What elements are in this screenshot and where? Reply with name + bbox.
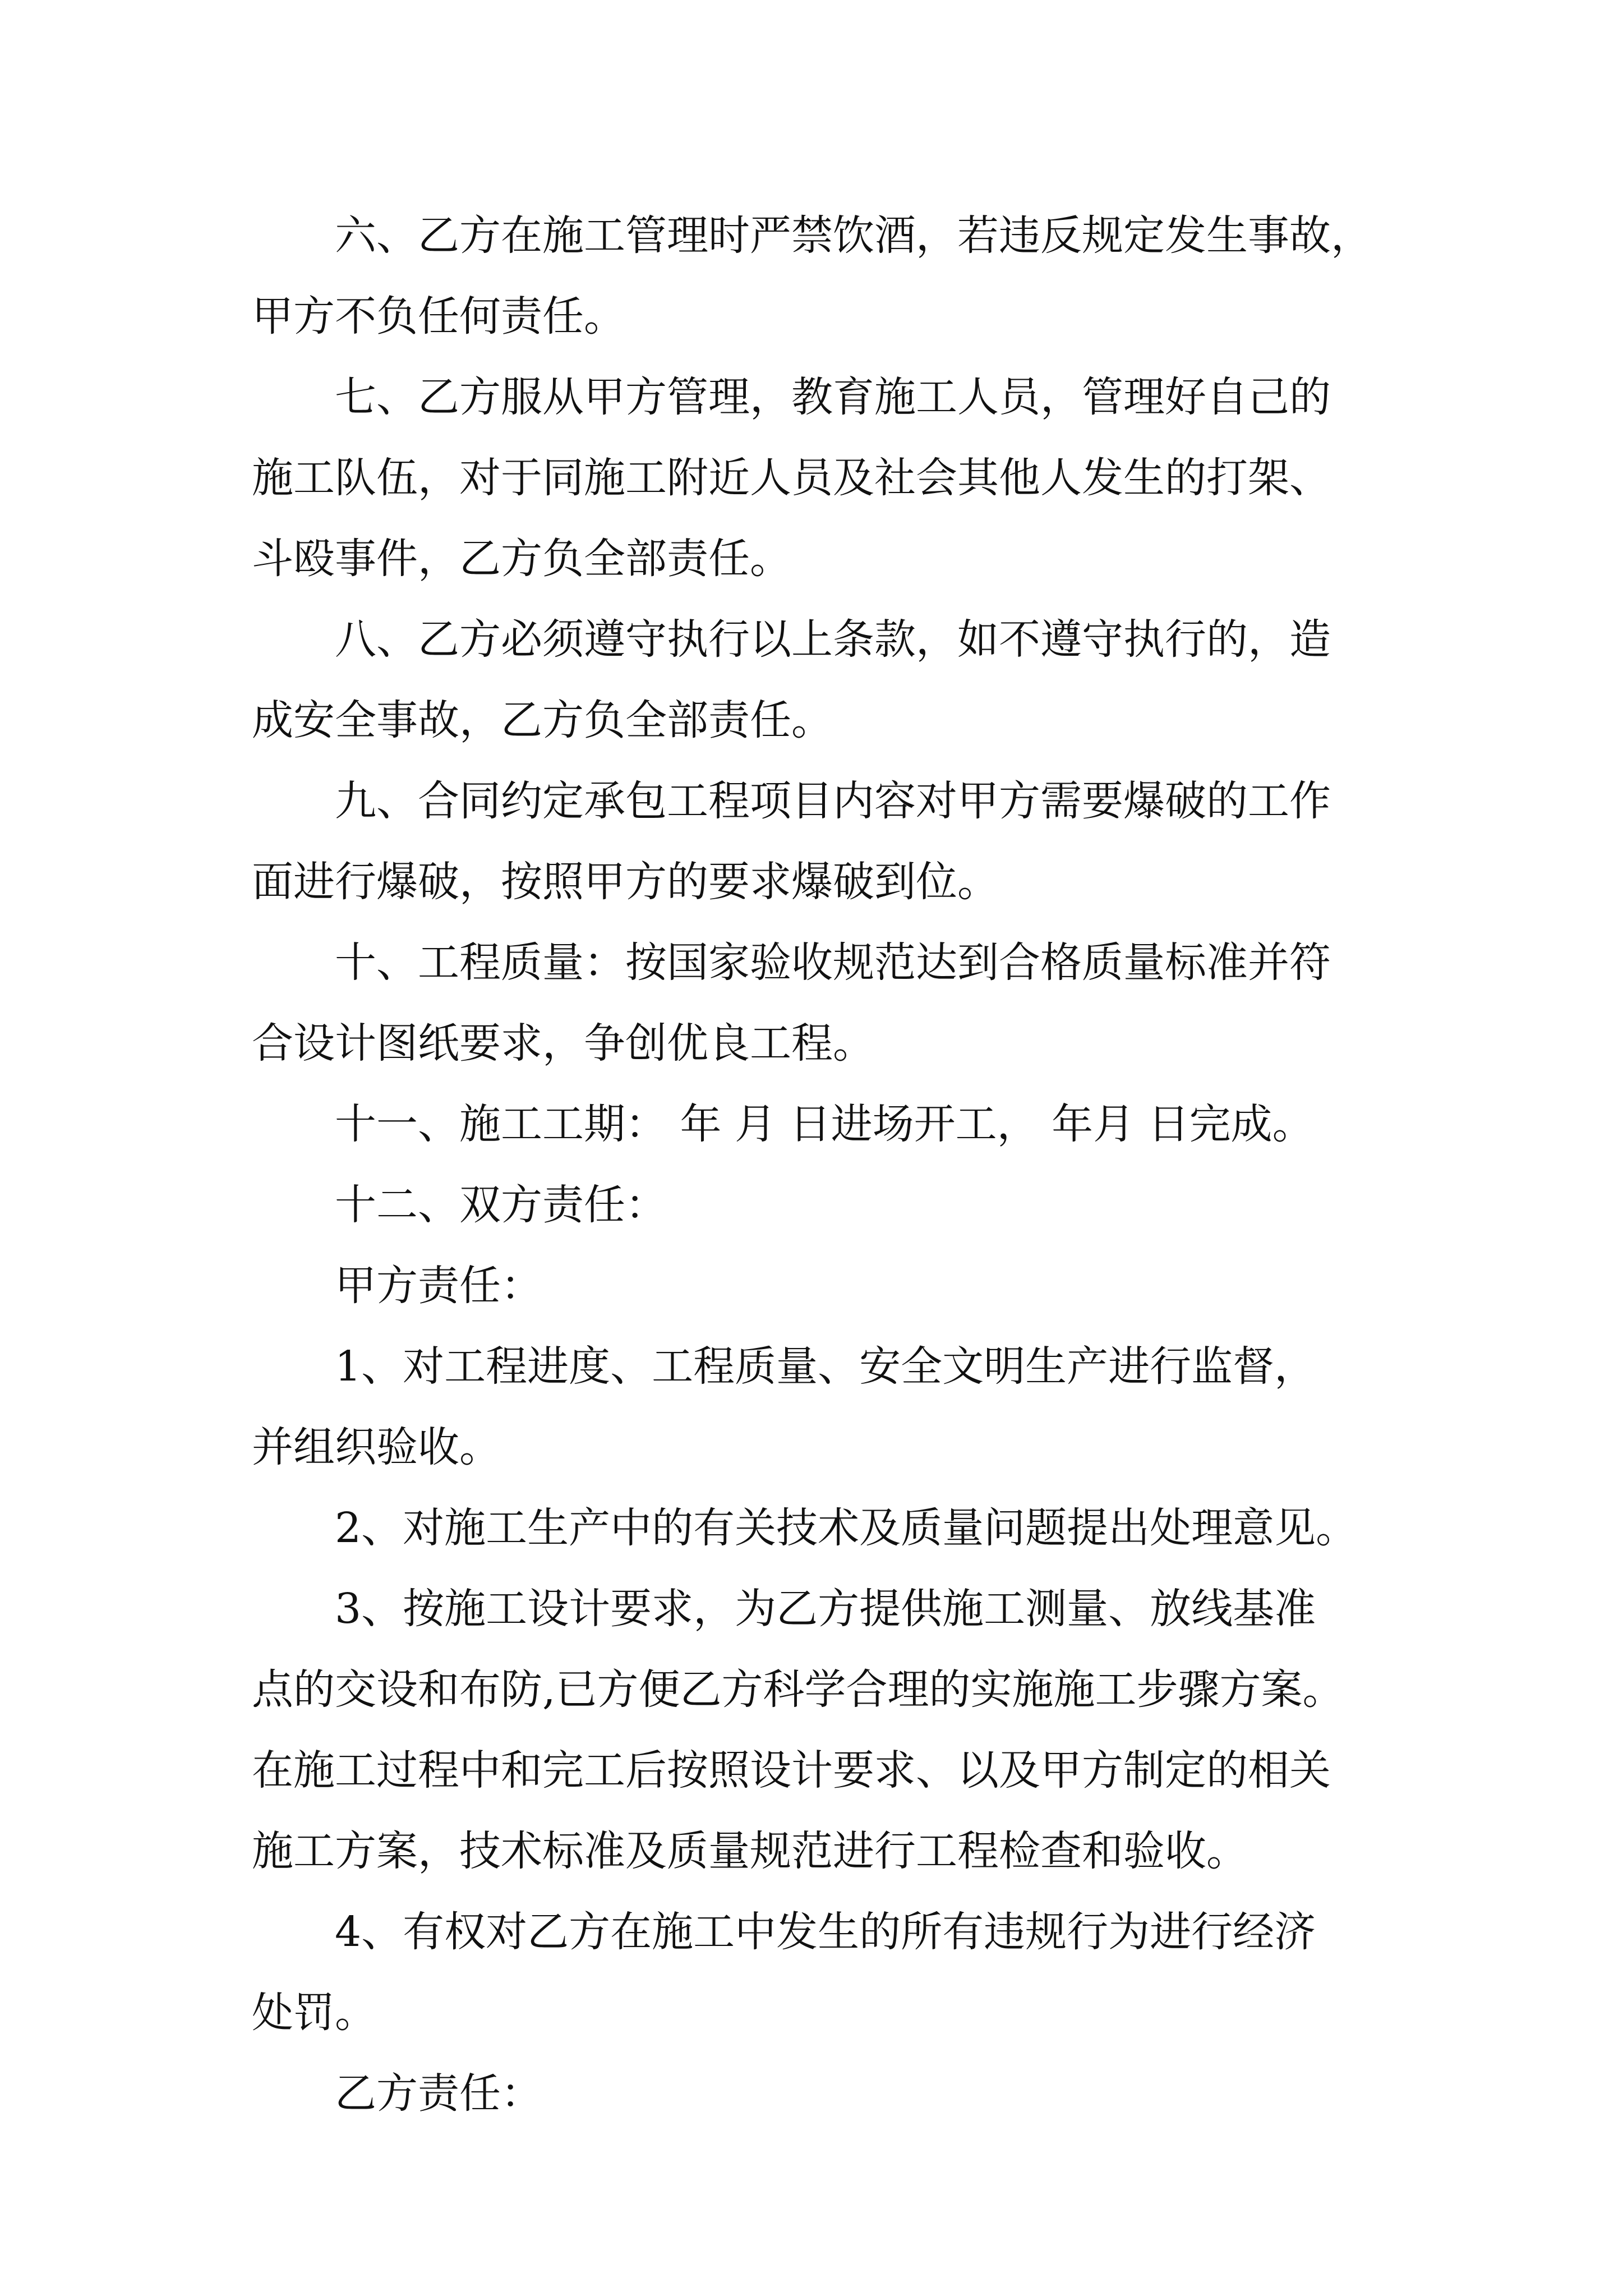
text-line: 面进行爆破，按照甲方的要求爆破到位。 — [252, 858, 999, 906]
text-line: 斗殴事件，乙方负全部责任。 — [252, 535, 791, 583]
text-line: 处罚。 — [252, 1989, 376, 2037]
text-line: 1、对工程进度、工程质量、安全文明生产进行监督， — [335, 1342, 1316, 1391]
text-line: 3、按施工设计要求，为乙方提供施工测量、放线基准 — [335, 1585, 1316, 1633]
party-b-heading — [252, 2053, 1390, 2134]
text-line: 点的交设和布防,已方便乙方科学合理的实施施工步骤方案。 — [252, 1665, 1344, 1714]
clause-11 — [252, 1084, 1390, 1165]
clause-9 — [252, 761, 1390, 922]
text-line: 并组织验收。 — [252, 1423, 501, 1471]
text-line: 九、合同约定承包工程项目内容对甲方需要爆破的工作 — [335, 777, 1331, 825]
text-line: 成安全事故，乙方负全部责任。 — [252, 696, 833, 744]
text-line: 十一、施工工期： 年 月 日进场开工， 年月 日完成。 — [335, 1100, 1314, 1148]
clause-6 — [252, 195, 1390, 357]
text-line: 十、工程质量：按国家验收规范达到合格质量标准并符 — [335, 938, 1331, 987]
text-line: 4、有权对乙方在施工中发生的所有违规行为进行经济 — [335, 1908, 1316, 1956]
party-a-item-1 — [252, 1326, 1390, 1488]
party-a-item-2 — [252, 1488, 1390, 1568]
text-line: 2、对施工生产中的有关技术及质量问题提出处理意见。 — [335, 1504, 1358, 1552]
document-body — [252, 195, 1390, 2134]
text-line: 乙方责任： — [335, 2069, 542, 2118]
party-a-item-4 — [252, 1892, 1390, 2053]
party-a-item-3 — [252, 1568, 1390, 1892]
text-line: 十二、双方责任： — [335, 1181, 667, 1229]
text-line: 合设计图纸要求，争创优良工程。 — [252, 1019, 874, 1068]
text-line: 在施工过程中和完工后按照设计要求、以及甲方制定的相关 — [252, 1746, 1331, 1795]
text-line: 甲方不负任何责任。 — [252, 292, 625, 341]
text-line: 施工方案，技术标准及质量规范进行工程检查和验收。 — [252, 1827, 1248, 1875]
clause-12 — [252, 1165, 1390, 1245]
clause-10 — [252, 922, 1390, 1084]
text-line: 施工队伍，对于同施工附近人员及社会其他人发生的打架、 — [252, 454, 1331, 502]
text-line: 八、乙方必须遵守执行以上条款，如不遵守执行的，造 — [335, 615, 1331, 664]
text-line: 六、乙方在施工管理时严禁饮酒，若违反规定发生事故， — [335, 211, 1372, 260]
clause-8 — [252, 599, 1390, 761]
text-line: 甲方责任： — [335, 1262, 542, 1310]
party-a-heading — [252, 1245, 1390, 1326]
text-line: 七、乙方服从甲方管理，教育施工人员，管理好自己的 — [335, 373, 1331, 421]
clause-7 — [252, 357, 1390, 599]
